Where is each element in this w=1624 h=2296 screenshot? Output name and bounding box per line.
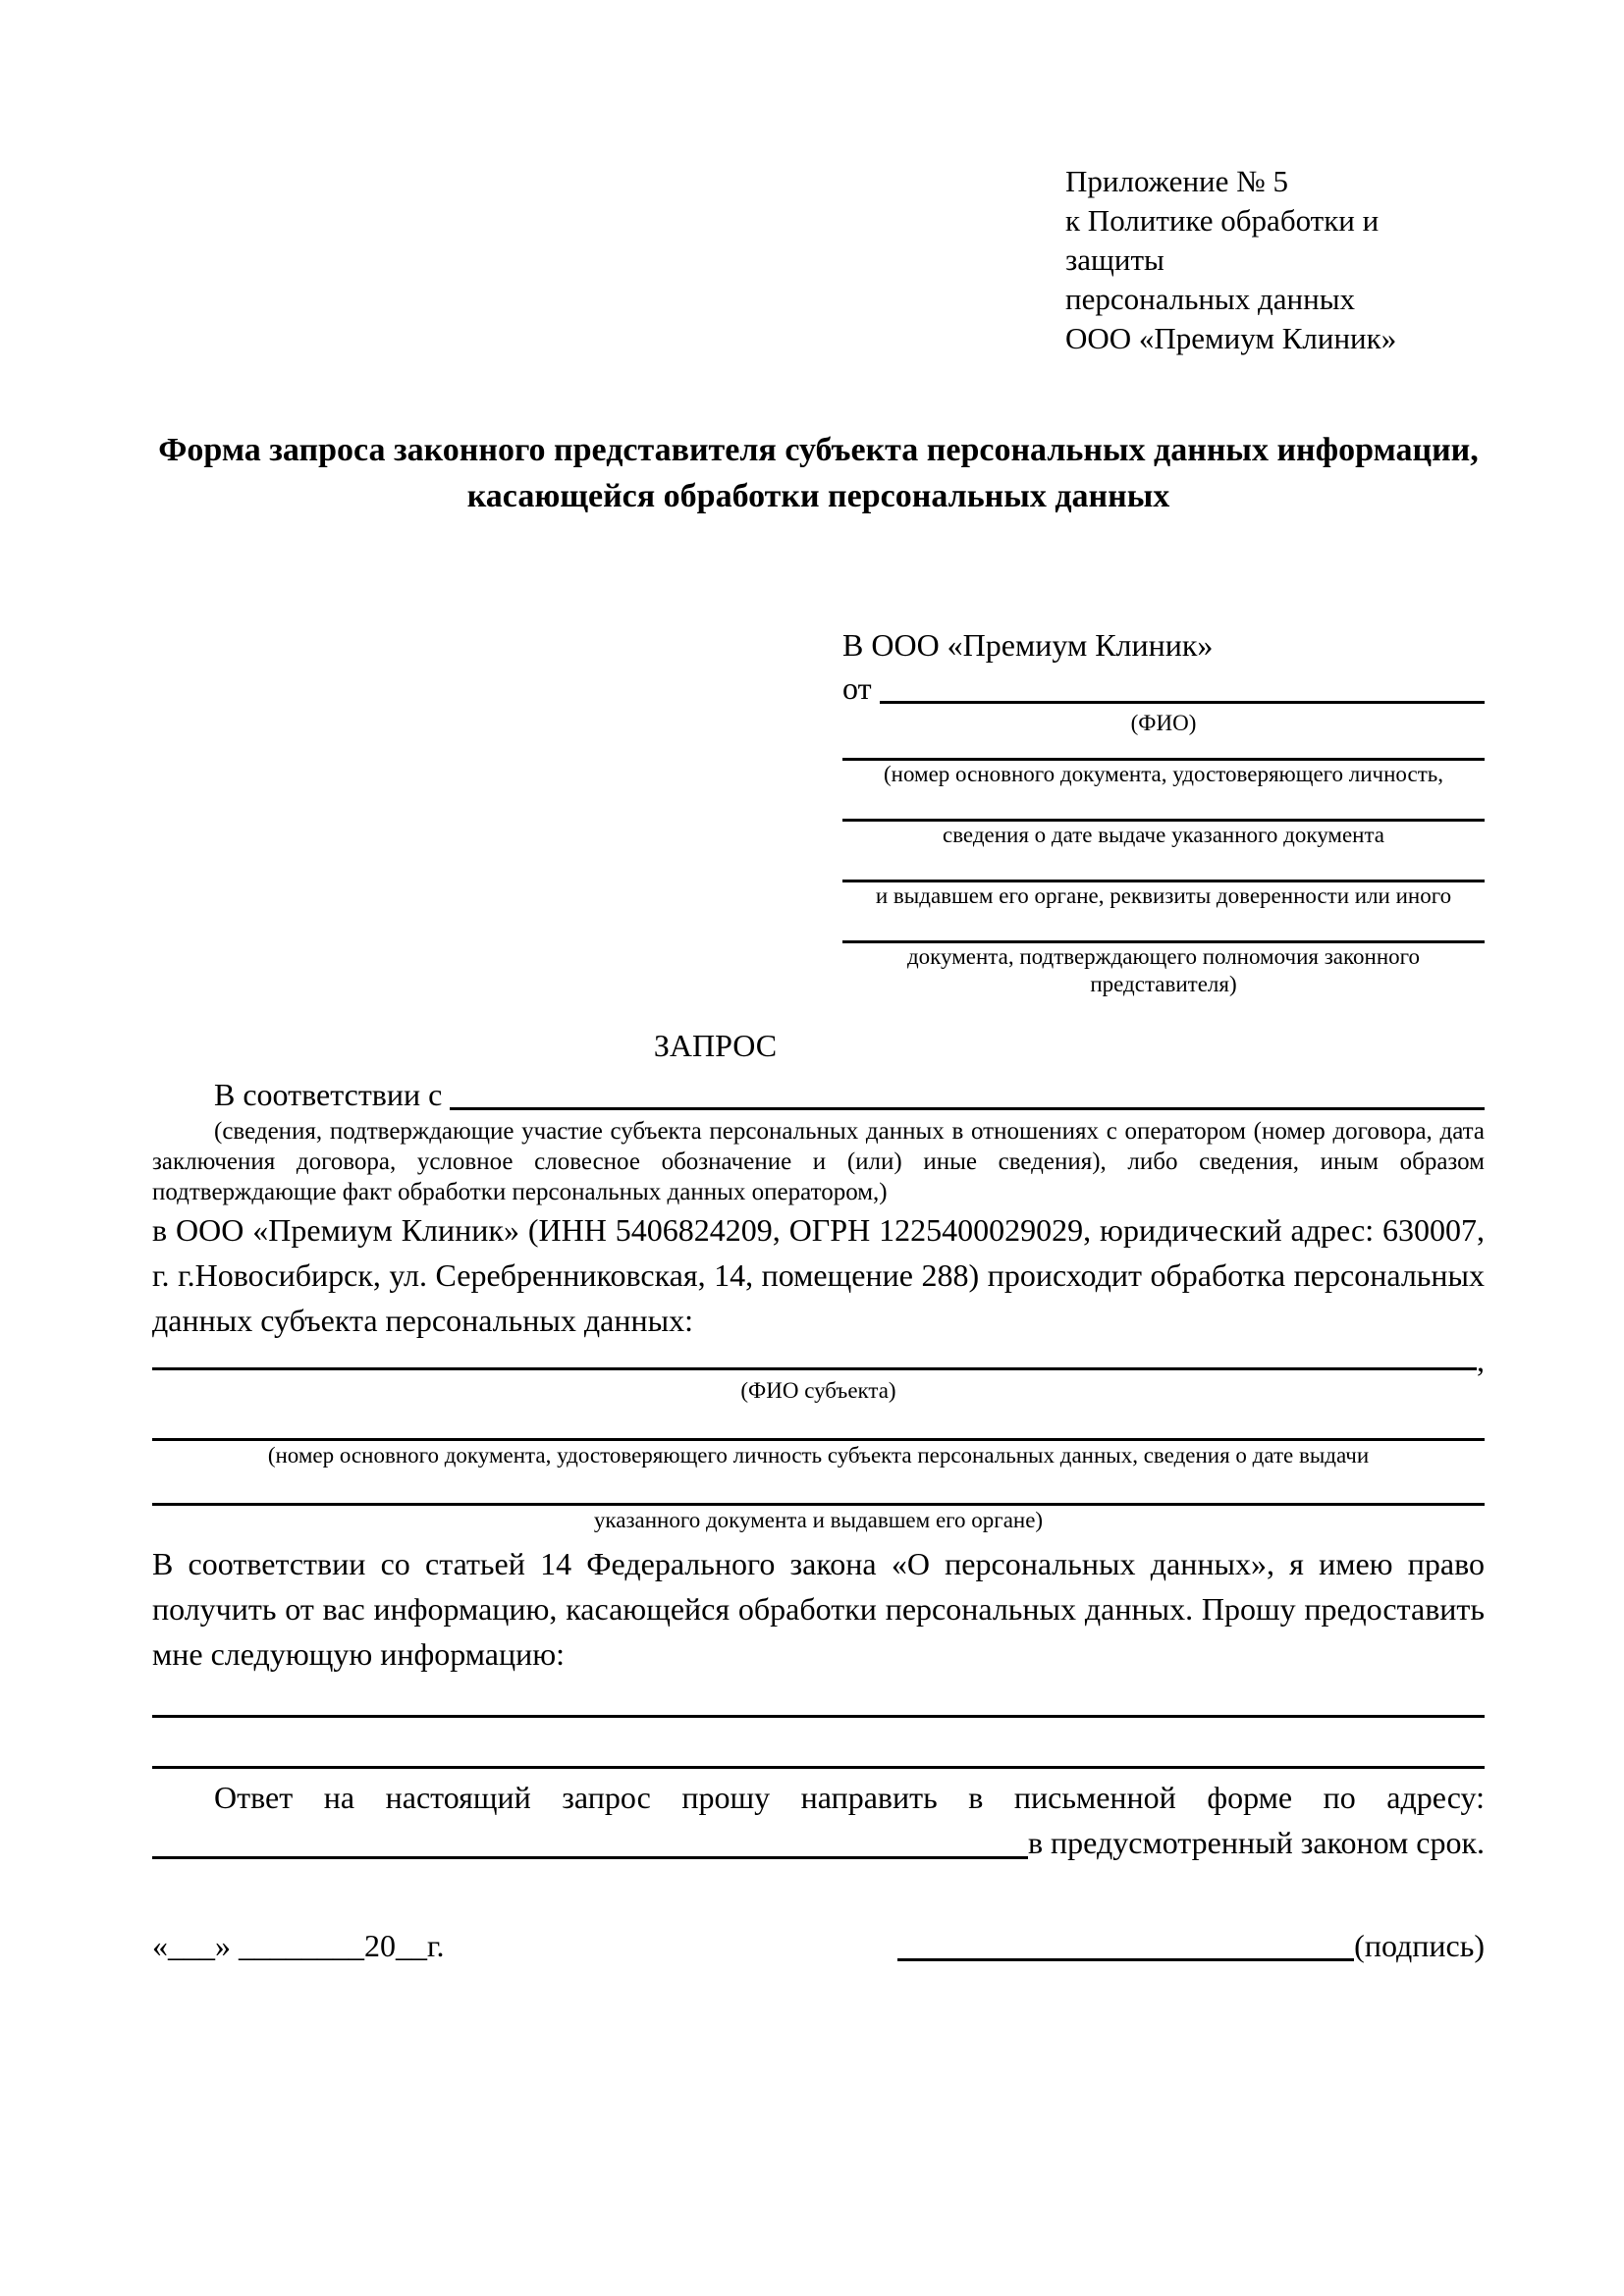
representative-doc-caption: и выдавшем его органе, реквизиты доверенности или иного bbox=[875, 883, 1452, 908]
request-intro-row bbox=[152, 1073, 1485, 1116]
representative-doc-caption: (номер основного документа, удостоверяющего личность, bbox=[883, 762, 1443, 786]
signature-line bbox=[897, 1958, 1354, 1961]
intro-label: В соответствии с bbox=[214, 1077, 451, 1112]
addressee-block bbox=[842, 623, 1485, 998]
annex-header-block bbox=[1065, 162, 1485, 358]
operator-paragraph: в ООО «Премиум Клиник» (ИНН 5406824209, ОГРН 1225400029029, юридический адрес: 630007, г. г.Новосибирск, ул. Серебренниковская, 14, помещение 288) происходит обработка персональных данных субъекта персональных данных: bbox=[152, 1212, 1485, 1338]
representative-doc-caption: документа, подтверждающего полномочия законного представителя) bbox=[906, 944, 1420, 996]
representative-doc-caption: сведения о дате выдаче указанного документа bbox=[942, 823, 1385, 847]
from-label: от bbox=[842, 670, 880, 706]
document-title: Форма запроса законного представителя субъекта персональных данных информации, касающейся обработки персональных данных bbox=[158, 432, 1479, 514]
addressee-to: В ООО «Премиум Клиник» bbox=[842, 627, 1214, 663]
subject-doc-fill-line bbox=[152, 1470, 1485, 1506]
subject-fio-row bbox=[152, 1345, 1485, 1376]
reply-address-row bbox=[152, 1820, 1485, 1865]
intro-fill-line bbox=[450, 1107, 1485, 1110]
small-print-note: (сведения, подтверждающие участие субъекта персональных данных в отношениях с оператором (номер договора, дата заключения договора, условное словесное обозначение и (или) иные сведения), либо сведения, иным образом подтверждающие факт обработки персональных данных оператором,) bbox=[152, 1118, 1485, 1205]
subject-doc-caption: (номер основного документа, удостоверяющего личность субъекта персональных данных, сведения о дате выдачи bbox=[267, 1443, 1370, 1468]
annex-header-line: персональных данных bbox=[1065, 282, 1356, 316]
subject-fio-fill-line bbox=[152, 1367, 1477, 1370]
subject-comma: , bbox=[1477, 1343, 1485, 1378]
subject-fio-caption: (ФИО субъекта) bbox=[740, 1378, 896, 1403]
reply-paragraph: Ответ на настоящий запрос прошу направить в письменной форме по адресу: bbox=[214, 1780, 1485, 1815]
law-paragraph: В соответствии со статьей 14 Федерального закона «О персональных данных», я имею право получить от вас информацию, касающейся обработки персональных данных. Прошу предоставить мне следующую информацию: bbox=[152, 1546, 1485, 1672]
signature-caption: (подпись) bbox=[1354, 1928, 1485, 1963]
request-heading: ЗАПРОС bbox=[653, 1028, 778, 1063]
reply-tail: в предусмотренный законом срок. bbox=[1027, 1825, 1485, 1860]
representative-doc-fill-line bbox=[842, 849, 1485, 882]
subject-doc-fill-line bbox=[152, 1406, 1485, 1441]
fio-caption: (ФИО) bbox=[1130, 711, 1197, 735]
from-fill-line bbox=[880, 701, 1485, 704]
reply-address-fill-line bbox=[152, 1856, 1028, 1859]
date-signature-row bbox=[152, 1924, 1485, 1967]
addressee-from-row bbox=[842, 667, 1485, 710]
annex-header-line: к Политике обработки и защиты bbox=[1065, 203, 1380, 277]
representative-doc-fill-line bbox=[842, 788, 1485, 822]
requested-info-fill-line bbox=[152, 1692, 1485, 1718]
requested-info-fill-line bbox=[152, 1718, 1485, 1769]
date-blank: «___» ________20__г. bbox=[152, 1928, 445, 1963]
representative-doc-fill-line bbox=[842, 910, 1485, 943]
representative-doc-fill-line bbox=[842, 737, 1485, 761]
subject-doc-caption: указанного документа и выдавшем его органе) bbox=[593, 1508, 1044, 1532]
annex-header-line: ООО «Премиум Клиник» bbox=[1065, 321, 1397, 355]
annex-header-line: Приложение № 5 bbox=[1065, 164, 1288, 198]
